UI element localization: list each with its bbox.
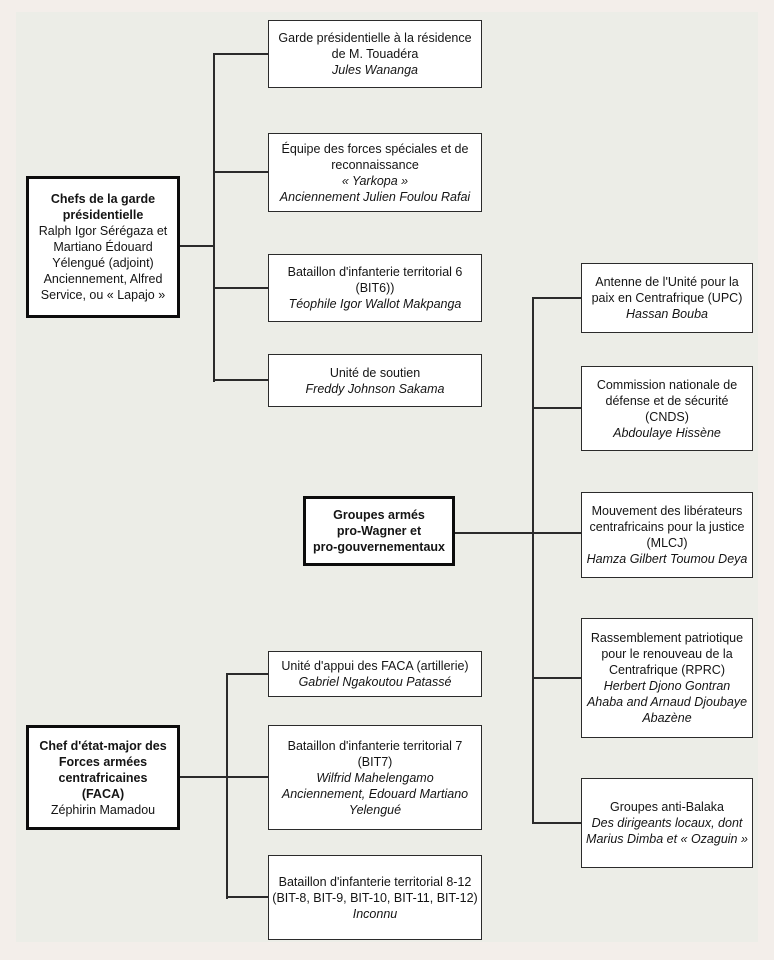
node-title: Chef d'état-major des Forces armées centrafricaines [39, 738, 167, 785]
node-person: Freddy Johnson Sakama [305, 381, 445, 396]
connector-line [534, 297, 581, 299]
node-groupes-armes [303, 496, 455, 566]
node-person: Zéphirin Mamadou [50, 802, 156, 817]
node-cnds [581, 366, 753, 451]
connector-line [228, 896, 268, 898]
node-note: Anciennement, Edouard Martiano Yelengué [281, 786, 469, 817]
node-title: Unité d'appui des FACA (artillerie) [281, 659, 469, 673]
node-person: Jules Wananga [332, 63, 418, 77]
node-abbreviation: (CNDS) [645, 409, 689, 424]
connector-line [228, 673, 268, 675]
node-title: Groupes armés [333, 508, 425, 522]
node-title: Commission nationale de défense et de sécurité [596, 377, 738, 408]
connector-line [534, 822, 581, 824]
node-person: Inconnu [352, 906, 398, 921]
connector-line [534, 677, 581, 679]
node-person: Gabriel Ngakoutou Patassé [298, 675, 452, 689]
node-abbreviation: (FACA) [81, 786, 125, 801]
node-title: Bataillon d'infanterie territorial 6 [287, 265, 463, 279]
node-person: Hassan Bouba [625, 307, 708, 321]
node-forces-speciales [268, 133, 482, 212]
node-upc [581, 263, 753, 333]
node-appui-faca [268, 651, 482, 697]
node-title: Groupes anti-Balaka [610, 800, 724, 814]
connector-line [180, 776, 268, 778]
node-rprc [581, 618, 753, 738]
node-title: Bataillon d'infanterie territorial 8-12 [278, 874, 472, 889]
node-garde-residence [268, 20, 482, 88]
node-person: Herbert Djono Gontran Ahaba and Arnaud Djoubaye Abazène [586, 679, 748, 725]
connector-line [215, 379, 268, 381]
node-person: Hamza Gilbert Toumou Deya [586, 552, 748, 566]
connector-line [213, 53, 215, 382]
node-title: Unité de soutien [329, 365, 421, 380]
connector-line [455, 532, 581, 534]
node-title: pro-Wagner et [336, 524, 422, 538]
node-mlcj [581, 492, 753, 578]
node-note: Anciennement Julien Foulou Rafai [279, 189, 471, 204]
node-person: Abdoulaye Hissène [613, 425, 721, 440]
node-title: Rassemblement patriotique pour le renouveau de la Centrafrique (RPRC) [590, 631, 744, 677]
node-person: Des dirigeants locaux, dont Marius Dimba et « Ozaguin » [586, 816, 748, 846]
node-chef-etat-major-faca [26, 725, 180, 830]
node-title: Garde présidentielle à la résidence de M. Touadéra [278, 31, 472, 61]
node-note: Anciennement, Alfred Service, ou « Lapajo » [40, 272, 166, 302]
connector-line [532, 297, 534, 824]
connector-line [215, 53, 268, 55]
connector-line [215, 287, 268, 289]
node-anti-balaka [581, 778, 753, 868]
node-chefs-garde-presidentielle [26, 176, 180, 318]
node-bit6 [268, 254, 482, 322]
node-title: Mouvement des libérateurs centrafricains pour la justice [589, 504, 745, 534]
node-abbreviation: (BIT6)) [355, 281, 395, 295]
connector-line [534, 407, 581, 409]
node-person: Wilfrid Mahelengamo [316, 770, 434, 785]
node-abbreviation: (BIT-8, BIT-9, BIT-10, BIT-11, BIT-12) [272, 890, 478, 905]
node-title: Bataillon d'infanterie territorial 7 [287, 738, 463, 753]
node-unite-soutien [268, 354, 482, 407]
connector-line [180, 245, 215, 247]
node-title: Chefs de la garde présidentielle [50, 192, 156, 222]
node-person: Téophile Igor Wallot Makpanga [288, 297, 462, 311]
connector-line [226, 673, 228, 899]
connector-line [215, 171, 268, 173]
node-abbreviation: (MLCJ) [646, 536, 688, 550]
node-alias: « Yarkopa » [341, 173, 409, 188]
node-title: pro-gouvernementaux [313, 540, 445, 554]
node-title: Équipe des forces spéciales et de reconnaissance [281, 141, 469, 172]
node-bit8-12 [268, 855, 482, 940]
node-bit7 [268, 725, 482, 830]
node-abbreviation: (BIT7) [357, 754, 393, 769]
node-title: Antenne de l'Unité pour la paix en Centrafrique (UPC) [591, 275, 743, 305]
node-person: Ralph Igor Sérégaza et Martiano Édouard Yélengué (adjoint) [38, 224, 168, 270]
